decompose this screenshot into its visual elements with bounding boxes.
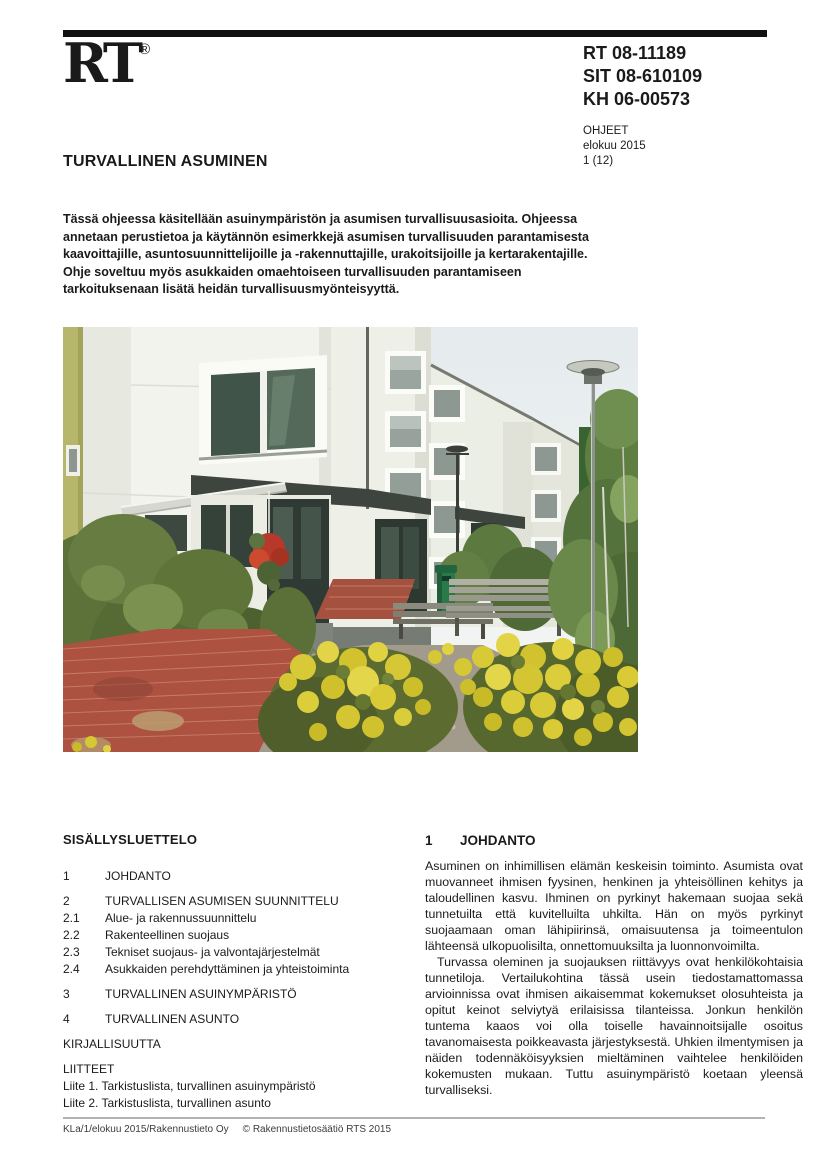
registered-trademark-symbol: ® bbox=[139, 41, 151, 58]
toc-item bbox=[63, 868, 413, 885]
toc-item-number: 2.4 bbox=[63, 962, 80, 976]
toc-item-label: JOHDANTO bbox=[105, 869, 171, 883]
toc-heading: SISÄLLYSLUETTELO bbox=[63, 832, 198, 847]
toc-item-label: Liite 1. Tarkistuslista, turvallinen asuinympäristö bbox=[63, 1079, 316, 1093]
toc-item-label: TURVALLINEN ASUINYMPÄRISTÖ bbox=[105, 987, 297, 1001]
section-heading bbox=[425, 833, 803, 848]
toc-item-label: Rakenteellinen suojaus bbox=[105, 928, 230, 942]
toc-item-number: 2.1 bbox=[63, 911, 80, 925]
body-paragraph: Turvassa oleminen ja suojauksen riittävyys ovat henkilökohtaisia tunnetiloja. Vertailukohtina tässä usein tiedostamattomassa arvioinnissa ovat ihmisen aikaisemmat kokemukset olosuhteista ja opitut keinot selviytyä erilaisissa tilanteissa. Jonkun henkilön tuntema kaaos voi olla toiselle havainnoitsijalle osoitus tavanomaisesta poikkeavasta järjestyksestä. Uhkien ilmentymisen ja näiden todennäköisyyksien mieltäminen vaihtelee henkilöiden kokemusten mukaan. Tuttu asuinympäristö koetaan yleensä turvalliseksi. bbox=[425, 955, 803, 1097]
toc-item bbox=[63, 1095, 413, 1112]
section-number: 1 bbox=[425, 833, 433, 848]
toc-item bbox=[63, 910, 413, 927]
toc-item bbox=[63, 1011, 413, 1028]
doc-type: OHJEET bbox=[583, 125, 629, 137]
header-rule bbox=[63, 30, 767, 37]
footer-rule bbox=[63, 1117, 765, 1119]
toc-item bbox=[63, 893, 413, 910]
toc-item-label: KIRJALLISUUTTA bbox=[63, 1037, 161, 1051]
toc-item-number: 3 bbox=[63, 987, 70, 1001]
yellow-shrub-right bbox=[454, 633, 638, 752]
toc-list bbox=[63, 868, 413, 1112]
toc-item-label: TURVALLISEN ASUMISEN SUUNNITTELU bbox=[105, 894, 339, 908]
toc-item bbox=[63, 986, 413, 1003]
bay-window bbox=[199, 355, 327, 465]
rt-logo bbox=[63, 31, 151, 95]
courtyard-photo bbox=[63, 327, 638, 752]
body-paragraph: Asuminen on inhimillisen elämän keskeisin toiminto. Asumista ovat muovanneet ihmisen fyysinen, henkinen ja yhteisöllinen kehitys ja taloudellinen kasvu. Ihminen on pyrkinyt hakemaan suojaa sekä tunnetuilta että kuvitelluilta uhkilta. Hän on myös pyrkinyt suojaamaan oman lähipiirinsä, omaisuutensa ja toimeentulon lähteensä ulkopuolisilta, onnettomuuksilta ja luonnonvoimilta. bbox=[425, 859, 803, 953]
document-codes bbox=[583, 42, 702, 111]
toc-item-number: 2.2 bbox=[63, 928, 80, 942]
toc-item-number: 2 bbox=[63, 894, 70, 908]
doc-date: elokuu 2015 bbox=[583, 140, 646, 152]
toc-item-label: TURVALLINEN ASUNTO bbox=[105, 1012, 240, 1026]
toc-item-label: Asukkaiden perehdyttäminen ja yhteistoiminta bbox=[105, 962, 350, 976]
code-rt: RT 08-11189 bbox=[583, 43, 687, 63]
section-johdanto bbox=[425, 833, 803, 1098]
toc-item bbox=[63, 961, 413, 978]
code-kh: KH 06-00573 bbox=[583, 89, 691, 109]
intro-paragraph: Tässä ohjeessa käsitellään asuinympäristön ja asumisen turvallisuusasioita. Ohjeessa annetaan perustietoa ja käytännön esimerkkejä asumisen turvallisuuden parantamisesta kaavoittajille, asuntosuunnittelijoille ja -rakennuttajille, urakoitsijoille ja kertarakentajille. Ohje soveltuu myös asukkaiden omaehtoiseen turvallisuuden parantamiseen tarkoituksenaan lisätä heidän turvallisuusmyönteisyyttä. bbox=[63, 212, 589, 296]
toc-item-number: 4 bbox=[63, 1012, 70, 1026]
doc-page-number: 1 (12) bbox=[583, 155, 614, 167]
rt-logo-text: RT bbox=[63, 31, 140, 95]
toc-item bbox=[63, 1036, 413, 1053]
toc-item bbox=[63, 1061, 413, 1078]
section-paragraphs bbox=[425, 858, 803, 1098]
page-title: TURVALLINEN ASUMINEN bbox=[63, 153, 268, 170]
footer-copyright: © Rakennustietosäätiö RTS 2015 bbox=[242, 1124, 392, 1135]
toc-item-number: 1 bbox=[63, 869, 70, 883]
table-of-contents bbox=[63, 832, 413, 1112]
toc-item-label: Tekniset suojaus- ja valvontajärjestelmät bbox=[105, 945, 320, 959]
toc-item-label: LIITTEET bbox=[63, 1062, 115, 1076]
toc-item-number: 2.3 bbox=[63, 945, 80, 959]
tower-windows bbox=[385, 351, 426, 505]
footer bbox=[63, 1124, 391, 1135]
code-sit: SIT 08-610109 bbox=[583, 66, 703, 86]
toc-item bbox=[63, 944, 413, 961]
footer-id: KLa/1/elokuu 2015/Rakennustieto Oy bbox=[63, 1124, 229, 1135]
toc-item-label: Alue- ja rakennussuunnittelu bbox=[105, 911, 257, 925]
toc-item bbox=[63, 1078, 413, 1095]
section-title: JOHDANTO bbox=[460, 833, 536, 848]
toc-item-label: Liite 2. Tarkistuslista, turvallinen asunto bbox=[63, 1096, 271, 1110]
toc-item bbox=[63, 927, 413, 944]
document-meta bbox=[583, 124, 646, 169]
